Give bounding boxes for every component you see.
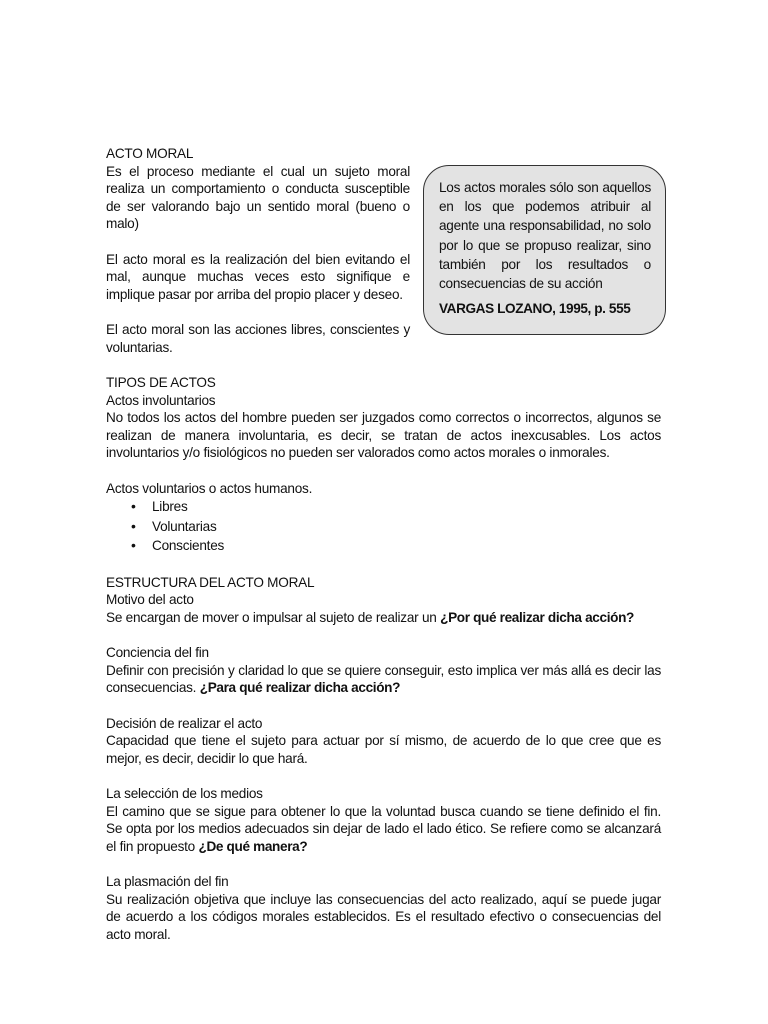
section-title-tipos: TIPOS DE ACTOS [106,375,216,390]
estructura-section [106,574,661,944]
intro-paragraph-2: El acto moral es la realización del bien evitando el mal, aunque muchas veces esto signifique e implique pasar por arriba del propio placer y deseo. [106,251,410,302]
subheading-involuntarios: Actos involuntarios [106,392,216,408]
section-title-acto-moral: ACTO MORAL [106,146,194,161]
conciencia-question: ¿Para qué realizar dicha acción? [199,680,401,695]
section-title-estructura: ESTRUCTURA DEL ACTO MORAL [106,574,315,590]
subheading-seleccion: La selección de los medios [106,786,263,801]
document-body [106,145,661,943]
voluntarios-list [106,497,661,556]
conciencia-paragraph [106,662,661,697]
involuntarios-paragraph: No todos los actos del hombre pueden ser juzgados como correctos o incorrectos, algunos se realizan de manera involuntaria, es decir, se tratan de actos inexcusables. Los actos involuntarios y/o fisiológicos no pueden ser valorados como actos morales o inmorales. [106,410,661,460]
tipos-section [106,374,661,556]
seleccion-question: ¿De qué manera? [198,838,308,854]
intro-paragraph-1: Es el proceso mediante el cual un sujeto moral realiza un comportamiento o conducta susceptible de ser valorando bajo un sentido moral (bueno o malo) [106,163,410,231]
motivo-text: Se encargan de mover o impulsar al sujeto de realizar un [106,609,437,625]
conciencia-text: Definir con precisión y claridad lo que se quiere conseguir, esto implica ver más allá es decir las consecuencias. [106,662,661,695]
seleccion-text: El camino que se sigue para obtener lo que la voluntad busca cuando se tiene definido el fin. Se opta por los medios adecuados sin dejar de lado el lado ético. Se refiere como se alcanzará el fin propuesto [106,803,661,854]
subheading-voluntarios: Actos voluntarios o actos humanos. [106,480,313,496]
list-item: • Libres [106,497,661,517]
quote-citation: VARGAS LOZANO, 1995, p. 555 [439,301,631,317]
list-item: • Conscientes [106,536,661,556]
quote-text: Los actos morales sólo son aquellos en los que podemos atribuir al agente una responsabilidad, no solo por lo que se propuso realizar, sino también por los resultados o consecuencias de su acción [439,180,651,292]
subheading-conciencia: Conciencia del fin [106,645,209,660]
decision-paragraph: Capacidad que tiene el sujeto para actuar por sí mismo, de acuerdo de lo que cree que es mejor, es decir, decidir lo que hará. [106,733,661,766]
list-item: • Voluntarias [106,517,661,537]
plasmacion-paragraph: Su realización objetiva que incluye las consecuencias del acto realizado, aquí se puede jugar de acuerdo a los códigos morales establecidos. Es el resultado efectivo o consecuencias del acto moral. [106,891,661,942]
motivo-question: ¿Por qué realizar dicha acción? [440,609,634,625]
subheading-decision: Decisión de realizar el acto [106,715,263,731]
motivo-paragraph [106,609,661,627]
subheading-plasmacion: La plasmación del fin [106,874,229,889]
intro-section [106,145,410,356]
intro-paragraph-3: El acto moral son las acciones libres, conscientes y voluntarias. [106,322,410,355]
subheading-motivo: Motivo del acto [106,592,194,607]
seleccion-paragraph [106,803,661,856]
